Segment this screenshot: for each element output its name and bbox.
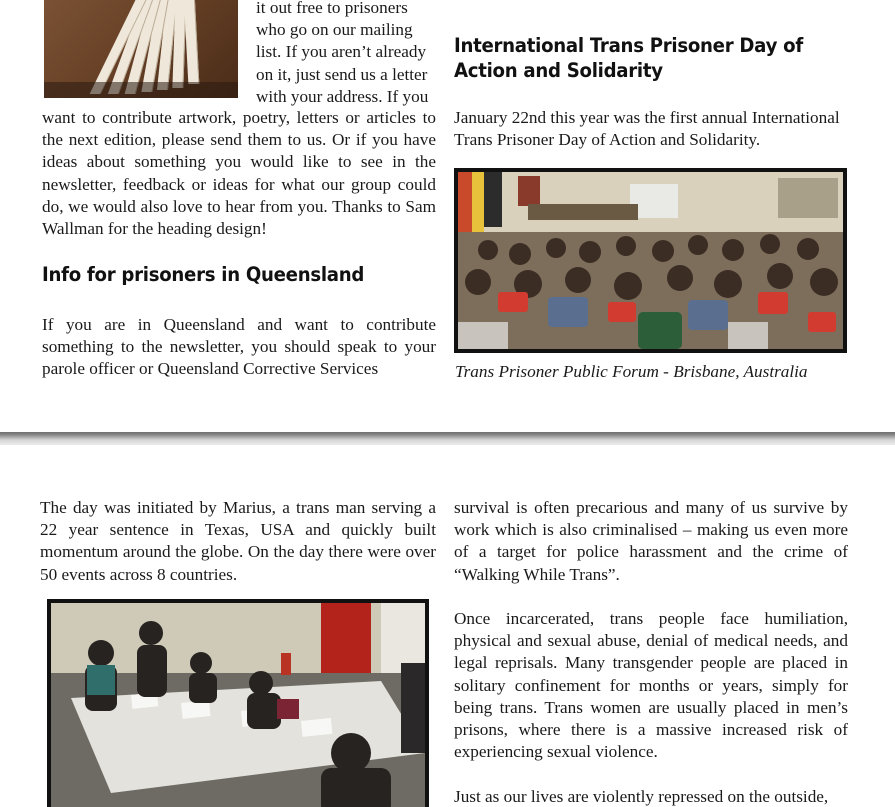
forum-photo-illustration (458, 172, 843, 349)
letter-writing-photo (47, 599, 429, 807)
intro-line: it out free to prisoners (256, 0, 408, 17)
trans-day-paragraph: January 22nd this year was the first annual International Trans Prisoner Day of Action and Solidarity. (454, 108, 840, 150)
intro-line: who go on our mailing (256, 20, 413, 40)
intro-line: list. If you aren’t already (256, 42, 427, 62)
workshop-photo-illustration (51, 603, 425, 807)
intro-line: on it, just send us a letter (256, 64, 428, 84)
photo-caption: Trans Prisoner Public Forum - Brisbane, Australia (455, 362, 808, 381)
survival-paragraph: survival is often precarious and many of us survive by work which is also criminalised – making us even more of a target for police harassment and the crime of “Walking While Trans”. (454, 498, 848, 584)
book-photo (44, 0, 238, 98)
trans-day-heading: International Trans Prisoner Day of Action and Solidarity (454, 34, 803, 82)
intro-text-block (256, 0, 436, 108)
queensland-paragraph: If you are in Queensland and want to contribute something to the newsletter, you should speak to your parole officer or Queensland Corrective Services (42, 315, 436, 379)
intro-line: with your address. If you (256, 86, 429, 106)
incarceration-paragraph: Once incarcerated, trans people face humiliation, physical and sexual abuse, denial of medical needs, and legal reprisals. Many transgender people are placed in solitary confinement for months or years, simply for being trans. Trans women are usually placed in men’s prisons, where there is a massive increased risk of experiencing sexual violence. (454, 609, 848, 762)
public-forum-photo (454, 168, 847, 353)
newsletter-page-2 (0, 445, 895, 807)
repression-paragraph: Just as our lives are violently repressed on the outside, (454, 787, 829, 806)
marius-paragraph: The day was initiated by Marius, a trans man serving a 22 year sentence in Texas, USA and quickly built momentum around the globe. On the day there were over 50 events across 8 countries. (40, 498, 436, 584)
contribute-paragraph: want to contribute artwork, poetry, letters or articles to the next edition, please send them to us. Or if you have ideas about something you would like to see in the newsletter, feedback or ideas for what our group could do, we would also love to hear from you. Thanks to Sam Wallman for the heading design! (42, 108, 436, 239)
queensland-heading: Info for prisoners in Queensland (42, 263, 365, 286)
page-separator (0, 432, 895, 445)
